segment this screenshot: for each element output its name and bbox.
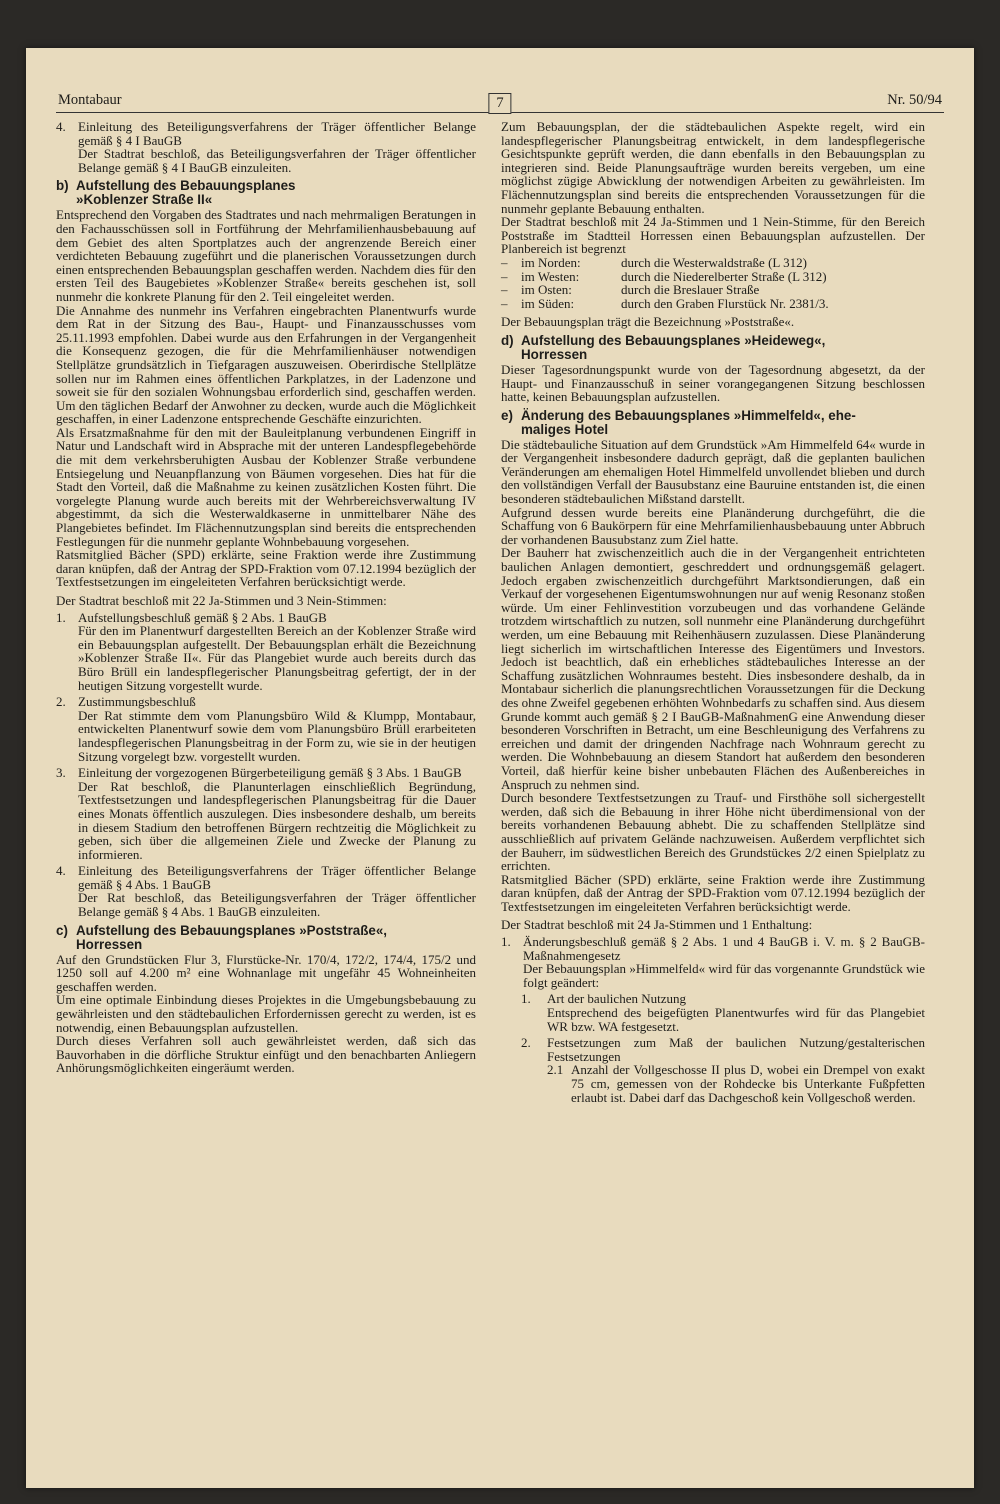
boundary-item: – im Norden: durch die Westerwaldstraße (L 312) — [501, 254, 807, 270]
paragraph: Um eine optimale Einbindung dieses Projektes in die Umgebungsbebauung zu gewährleisten und den städtebaulichen Erfordernissen gerecht zu werden, ist es notwendig, einen Bebauungsplan aufzustellen. — [56, 992, 476, 1035]
list-item: 2. Festsetzungen zum Maß der baulichen Nutzung/gestalterischen Festsetzungen — [521, 1035, 925, 1064]
paragraph: Ratsmitglied Bächer (SPD) erklärte, seine Fraktion werde ihre Zustimmung daran knüpfen, daß der Antrag der SPD-Fraktion vom 07.12.1994 bezüglich der Textfestsetzungen im eingeleiteten Verfahren berücksichtigt werde. — [501, 871, 925, 914]
list-item: 4. Einleitung des Beteiligungsverfahrens der Träger öffentlicher Belange gemäß § 4 I BauGB Der Stadtrat beschloß, das Beteiligungsverfahren der Träger öffentlicher Belange gemäß § 4 I BauGB einzuleiten. — [56, 119, 476, 175]
boundary-item: – im Osten: durch die Breslauer Straße — [501, 282, 760, 298]
paragraph: Aufgrund dessen wurde bereits eine Planänderung durchgeführt, die die Schaffung von 6 Baukörpern für eine Mehrfamilienhausbebauung unter Abbruch der vorhandenen Bausubstanz zum Ziel hatte. — [501, 504, 925, 547]
list-item: 4. Einleitung des Beteiligungsverfahrens der Träger öffentlicher Belange gemäß § 4 Abs. 1 BauGB Der Rat beschloß, das Beteiligungsverfahren der Träger öffentlicher Belange gemäß § 4 Abs. 1 BauGB einzuleiten. — [56, 863, 476, 920]
header-town: Montabaur — [58, 92, 122, 108]
boundary-item: – im Süden: durch den Graben Flurstück Nr. 2381/3. — [501, 295, 829, 311]
vote-result: Der Stadtrat beschloß mit 24 Ja-Stimmen und 1 Enthaltung: — [501, 917, 813, 933]
paragraph: Die städtebauliche Situation auf dem Grundstück »Am Himmelfeld 64« wurde in der Vergangenheit insbesondere dadurch geprägt, daß die geplanten baulichen Veränderungen am ehemaligen Hotel Himmelfeld unvollendet blieben und durch den vollständigen Verfall der Bausubstanz eine Bauruine entstanden ist, die einen besonderen städtebaulichen Mißstand darstellt. — [501, 436, 925, 507]
paragraph: Entsprechend den Vorgaben des Stadtrates und nach mehrmaligen Beratungen in den Fachausschüssen soll in Fortführung der Mehrfamilienhausbebauung auf dem Gebiet des alten Sportplatzes auch der angrenzende Bereich einer verdichteten Bebauung zugeführt und die planerischen Voraussetzungen durch einen entsprechenden Bebauungsplan geschaffen werden. Nachdem dies für den ersten Teil des Baugebietes »Koblenzer Straße« bereits geschehen ist, soll nunmehr die konkrete Planung für den 2. Teil eingeleitet werden. — [56, 207, 476, 304]
paragraph: Als Ersatzmaßnahme für den mit der Bauleitplanung verbundenen Eingriff in Natur und Landschaft wird in Absprache mit der unteren Landespflegebehörde die mit dem verkehrsberuhigten Ausbau der Koblenzer Straße verbundene Entsiegelung und Neuanpflanzung von Bäumen vorgesehen. Dies hat für die Stadt den Vorteil, daß die Maßnahme zu keinen zusätzlichen Kosten führt. Die vorgelegte Planung wurde auch bereits mit der Wehrbereichsverwaltung IV abgestimmt, da sich die Westerwaldkaserne in unmittelbarer Nähe des Plangebietes befindet. Im Flächennutzungsplan sind bereits die entsprechenden Festlegungen für die nunmehr geplante Wohnbebauung vorgesehen. — [56, 424, 476, 549]
right-column — [501, 120, 925, 1104]
list-item: 1. Art der baulichen Nutzung Entsprechend des beigefügten Planentwurfes wird für das Plangebiet WR bzw. WA festgesetzt. — [521, 991, 925, 1034]
section-heading-b: b) Aufstellung des Bebauungsplanes »Koblenzer Straße II« — [56, 178, 296, 208]
paragraph: Auf den Grundstücken Flur 3, Flurstücke-Nr. 170/4, 172/2, 174/4, 175/2 und 1250 soll auf 4.200 m² eine Wohnanlage mit ungefähr 45 Wohneinheiten geschaffen werden. — [56, 951, 476, 994]
sublist — [501, 992, 925, 1063]
paragraph: Der Bebauungsplan trägt die Bezeichnung »Poststraße«. — [501, 314, 795, 330]
boundary-item: – im Westen: durch die Niederelberter Straße (L 312) — [501, 268, 827, 284]
paragraph: Die Annahme des nunmehr ins Verfahren eingebrachten Planentwurfs wurde dem Rat in der Sitzung des Bau-, Haupt- und Finanzausschusses vom 25.11.1993 empfohlen. Dabei wurde aus den Erfahrungen in der Vergangenheit die Konsequenz gezogen, die für die Mehrfamilienhäuser notwendigen Stellplätze grundsätzlich in Tiefgaragen auszuweisen. Oberirdische Stellplätze sollen nur im Rahmen eines öffentlichen Parkplatzes, in der Ladenzone und soweit sie für den sozialen Wohnungsbau erforderlich sind, geschaffen werden. Um den täglichen Bedarf der Anwohner zu decken, wurde auch die Möglichkeit geschaffen, in einer Ladenzone entsprechende Geschäfte einzurichten. — [56, 302, 476, 427]
newspaper-page — [26, 48, 974, 1488]
section-heading-e: e) Änderung des Bebauungsplanes »Himmelfeld«, ehe- maliges Hotel — [501, 407, 856, 437]
issue-number: Nr. 50/94 — [887, 92, 942, 108]
vote-result: Der Stadtrat beschloß mit 22 Ja-Stimmen und 3 Nein-Stimmen: — [56, 593, 387, 608]
list-item: 1. Aufstellungsbeschluß gemäß § 2 Abs. 1 BauGB Für den im Planentwurf dargestellten Bereich an der Koblenzer Straße wird ein Bebauungsplan aufgestellt. Der Bebauungsplan erhält die Bezeichnung »Koblenzer Straße II«. Für das Plangebiet wurde auch bereits durch das Büro Brüll ein landespflegerischer Planungsbeitrag gefertigt, der in der heutigen Sitzung vorgestellt wurde. — [56, 609, 476, 693]
list-item: 2. Zustimmungsbeschluß Der Rat stimmte dem vom Planungsbüro Wild & Klumpp, Montabaur, entwickelten Planentwurf sowie dem vom Planungsbüro Brüll erarbeiteten landespflegerischen Planungsbeitrag in der Form zu, wie sie in der heutigen Sitzung vorgelegt bzw. vorgestellt wurden. — [56, 694, 476, 764]
page-number: 7 — [488, 93, 511, 114]
section-heading-d: d) Aufstellung des Bebauungsplanes »Heideweg«, Horressen — [501, 332, 826, 362]
paragraph: Der Stadtrat beschloß mit 24 Ja-Stimmen und 1 Nein-Stimme, für den Bereich Poststraße im Stadtteil Horressen einen Bebauungsplan aufzustellen. Der Planbereich ist begrenzt — [501, 214, 925, 257]
list-item: 2.1 Anzahl der Vollgeschosse II plus D, wobei ein Drempel von exakt 75 cm, gemessen von der Rohdecke bis Unterkante Fußpfetten erlaubt ist. Dabei darf das Dachgeschoß kein Vollgeschoß werden. — [547, 1062, 925, 1105]
paragraph: Dieser Tagesordnungspunkt wurde von der Tagesordnung abgesetzt, da der Haupt- und Finanzausschuß in seiner vorangegangenen Sitzung beschlossen hatte, keinen Bebauungsplan aufzustellen. — [501, 361, 925, 405]
section-heading-c: c) Aufstellung des Bebauungsplanes »Poststraße«, Horressen — [56, 922, 388, 952]
paragraph: Durch besondere Textfestsetzungen zu Trauf- und Firsthöhe soll sichergestellt werden, daß sich die Bebauung in ihrer Höhe nicht überdimensional von der bereits vorhandenen Bebauung abhebt. Die zu schaffenden Stellplätze sind ausschließlich auf privatem Gelände nachzuweisen. Außerdem verpflichtet sich der Bauherr, im südwestlichen Bereich des Grundstückes 2/2 einen Spielplatz zu errichten. — [501, 790, 925, 874]
left-column — [56, 120, 476, 1075]
paragraph: Ratsmitglied Bächer (SPD) erklärte, seine Fraktion werde ihre Zustimmung daran knüpfen, daß der Antrag der SPD-Fraktion vom 07.12.1994 bezüglich der Textfestsetzungen im eingeleiteten Verfahren berücksichtigt werde. — [56, 547, 476, 590]
paragraph: Durch dieses Verfahren soll auch gewährleistet werden, daß sich das Bauvorhaben in die dörfliche Struktur einfügt und den benachbarten Anliegern Anhörungsmöglichkeiten eingeräumt werden. — [56, 1033, 476, 1076]
list-item: 3. Einleitung der vorgezogenen Bürgerbeteiligung gemäß § 3 Abs. 1 BauGB Der Rat beschloß, die Planunterlagen einschließlich Begründung, Textfestsetzungen und landespflegerischen Planungsbeitrag für die Dauer eines Monats öffentlich auszulegen. Dies insbesondere deshalb, um bereits in diesem Stadium den betroffenen Bürgern rechtzeitig die Möglichkeit zu geben, sich über die allgemeinen Ziele und Zwecke der Planung zu informieren. — [56, 765, 476, 862]
paragraph: Zum Bebauungsplan, der die städtebaulichen Aspekte regelt, wird ein landespflegerischer Planungsbeitrag entwickelt, in dem landespflegerische Gesichtspunkte geprüft werden, die dann ebenfalls in den Bebauungsplan zu integrieren sind. Beide Planungsaufträge wurden bereits vergeben, um eine möglichst zügige Abwicklung der notwendigen Arbeiten zu gewährleisten. Im Flächennutzungsplan sind bereits die entsprechenden Voraussetzungen für die nunmehr geplante Bebauung enthalten. — [501, 119, 925, 216]
paragraph: Der Bauherr hat zwischenzeitlich auch die in der Vergangenheit entrichteten baulichen Anlagen demontiert, geschreddert und ordnungsgemäß gelagert. Jedoch ergaben zwischenzeitlich durchgeführt Marktsondierungen, daß ein Verkauf der vorgesehenen Eigentumswohnungen nur auf wenig Resonanz stoßen würde. Um einer Fehlinvestition vorzubeugen und das vorhandene Gelände trotzdem wirtschaftlich zu nutzen, soll nunmehr eine Planänderung durchgeführt werden, um eine Bebauung mit Reihenhäusern zuzulassen. Diese Planänderung liegt sicherlich im wirtschaftlichen Interesse des Eigentümers und Investors. Jedoch ist beachtlich, daß ein erhebliches städtebauliches Interesse an der Schaffung zusätzlichen Wohnraumes besteht. Dies insbesondere deshalb, da in Montabaur sicherlich die planungsrechtlichen Voraussetzungen für die Deckung des ohne Zweifel gegebenen erhöhten Wohnbedarfs zu schaffen sind. Aus diesem Grunde kommt auch gemäß § 2 I BauGB-MaßnahmenG eine Anwendung dieser besonderen Vorschriften in Betracht, um eine Beschleunigung des Verfahrens zu erreichen und damit der dringenden Nachfrage nach Wohnraum gerecht zu werden. Die Wohnbebauung an diesem Standort hat außerdem den besonderen Vorteil, daß hierfür keine bisher unbebauten Flächen des Außenbereiches in Anspruch zu nehmen sind. — [501, 545, 925, 792]
page-header — [56, 86, 944, 113]
list-item: 1. Änderungsbeschluß gemäß § 2 Abs. 1 und 4 BauGB i. V. m. § 2 BauGB-Maßnahmengesetz Der Bebauungsplan »Himmelfeld« wird für das vorgenannte Grundstück wie folgt geändert: — [501, 934, 925, 990]
